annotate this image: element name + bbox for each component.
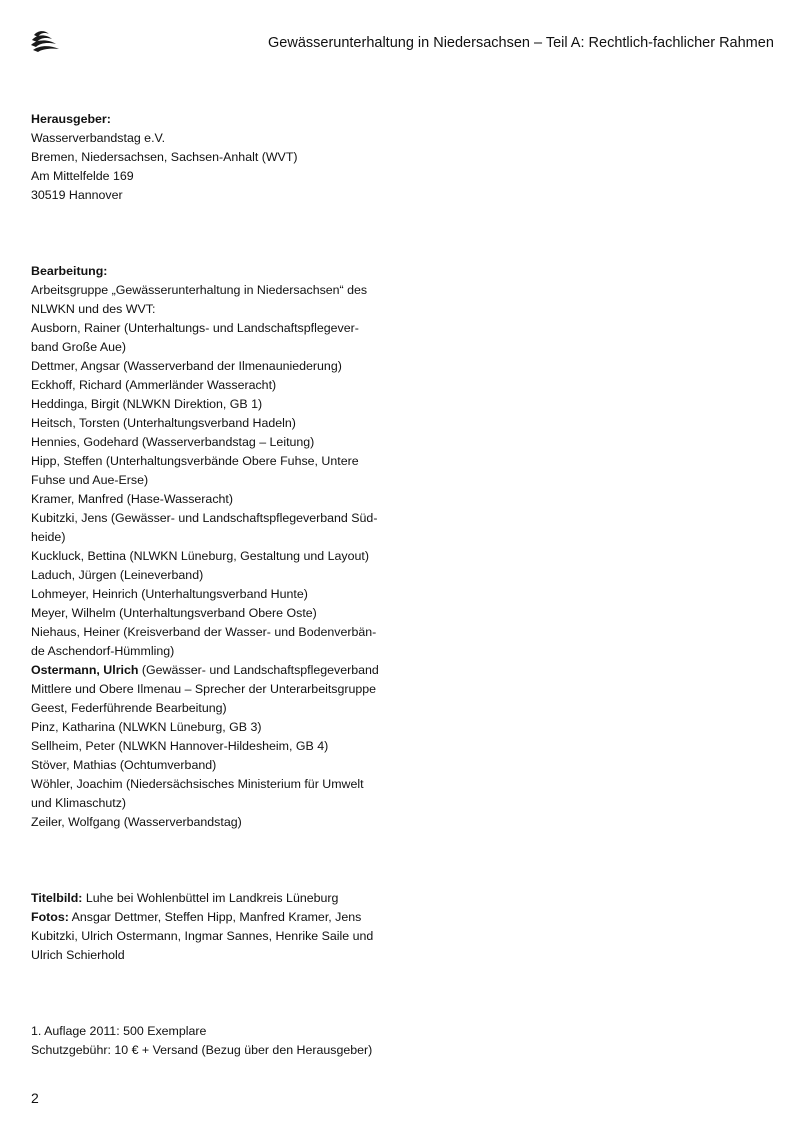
- edition-line: 1. Auflage 2011: 500 Exemplare: [31, 1024, 207, 1038]
- publisher-section: [31, 110, 391, 205]
- member-line: Heddinga, Birgit (NLWKN Direktion, GB 1): [31, 397, 263, 411]
- member-line: Pinz, Katharina (NLWKN Lüneburg, GB 3): [31, 720, 262, 734]
- editing-heading: Bearbeitung:: [31, 264, 108, 278]
- member-line: Lohmeyer, Heinrich (Unterhaltungsverband Hunte): [31, 587, 308, 601]
- member-line: heide): [31, 530, 66, 544]
- member-line: Laduch, Jürgen (Leineverband): [31, 568, 204, 582]
- member-line: band Große Aue): [31, 340, 127, 354]
- cover-credit: [31, 889, 391, 908]
- member-line: Mittlere und Obere Ilmenau – Sprecher der Unterarbeitsgruppe: [31, 682, 377, 696]
- photo-credit-line: Ulrich Schierhold: [31, 948, 125, 962]
- member-line: Heitsch, Torsten (Unterhaltungsverband Hadeln): [31, 416, 296, 430]
- lead-member-affiliation: (Gewässer- und Landschaftspflegeverband: [138, 663, 379, 677]
- publisher-line: Am Mittelfelde 169: [31, 169, 134, 183]
- lead-member-line: [31, 661, 391, 680]
- publisher-line: Wasserverbandstag e.V.: [31, 131, 166, 145]
- publisher-heading: Herausgeber:: [31, 112, 111, 126]
- cover-credit-text: Luhe bei Wohlenbüttel im Landkreis Lüneburg: [82, 891, 339, 905]
- editing-intro-line: Arbeitsgruppe „Gewässerunterhaltung in Niedersachsen“ des: [31, 283, 368, 297]
- member-line: und Klimaschutz): [31, 796, 127, 810]
- member-line: Niehaus, Heiner (Kreisverband der Wasser- und Bodenverbän-: [31, 625, 377, 639]
- edition-section: [31, 1022, 391, 1060]
- cover-credit-label: Titelbild:: [31, 891, 83, 905]
- photo-credit-text: Ansgar Dettmer, Steffen Hipp, Manfred Kramer, Jens: [68, 910, 362, 924]
- member-line: Kuckluck, Bettina (NLWKN Lüneburg, Gestaltung und Layout): [31, 549, 369, 563]
- member-line: Ausborn, Rainer (Unterhaltungs- und Landschaftspflegever-: [31, 321, 359, 335]
- publisher-line: Bremen, Niedersachsen, Sachsen-Anhalt (WVT): [31, 150, 298, 164]
- member-line: Eckhoff, Richard (Ammerländer Wasseracht): [31, 378, 277, 392]
- member-line: Meyer, Wilhelm (Unterhaltungsverband Obere Oste): [31, 606, 317, 620]
- member-line: Kubitzki, Jens (Gewässer- und Landschaftspflegeverband Süd-: [31, 511, 378, 525]
- page-header-title: Gewässerunterhaltung in Niedersachsen – Teil A: Rechtlich-fachlicher Rahmen: [268, 35, 774, 51]
- page-number: 2: [31, 1090, 39, 1106]
- photo-credit-label: Fotos:: [31, 910, 69, 924]
- member-line: Hipp, Steffen (Unterhaltungsverbände Obere Fuhse, Untere: [31, 454, 359, 468]
- member-line: Sellheim, Peter (NLWKN Hannover-Hildesheim, GB 4): [31, 739, 329, 753]
- member-line: Hennies, Godehard (Wasserverbandstag – Leitung): [31, 435, 315, 449]
- lead-member-name: Ostermann, Ulrich: [31, 663, 139, 677]
- document-body: [31, 110, 391, 1060]
- member-line: Geest, Federführende Bearbeitung): [31, 701, 227, 715]
- member-line: Fuhse und Aue-Erse): [31, 473, 149, 487]
- member-line: Kramer, Manfred (Hase-Wasseracht): [31, 492, 233, 506]
- photo-credit-line: Kubitzki, Ulrich Ostermann, Ingmar Sannes, Henrike Saile und: [31, 929, 374, 943]
- editing-intro-line: NLWKN und des WVT:: [31, 302, 156, 316]
- photo-credit: [31, 908, 391, 927]
- member-line: Zeiler, Wolfgang (Wasserverbandstag): [31, 815, 242, 829]
- credits-section: [31, 889, 391, 965]
- editing-section: [31, 262, 391, 832]
- wave-logo-icon: [30, 29, 60, 53]
- member-line: Dettmer, Angsar (Wasserverband der Ilmenauniederung): [31, 359, 342, 373]
- price-line: Schutzgebühr: 10 € + Versand (Bezug über den Herausgeber): [31, 1043, 373, 1057]
- member-line: de Aschendorf-Hümmling): [31, 644, 175, 658]
- publisher-line: 30519 Hannover: [31, 188, 123, 202]
- member-line: Stöver, Mathias (Ochtumverband): [31, 758, 217, 772]
- member-line: Wöhler, Joachim (Niedersächsisches Ministerium für Umwelt: [31, 777, 364, 791]
